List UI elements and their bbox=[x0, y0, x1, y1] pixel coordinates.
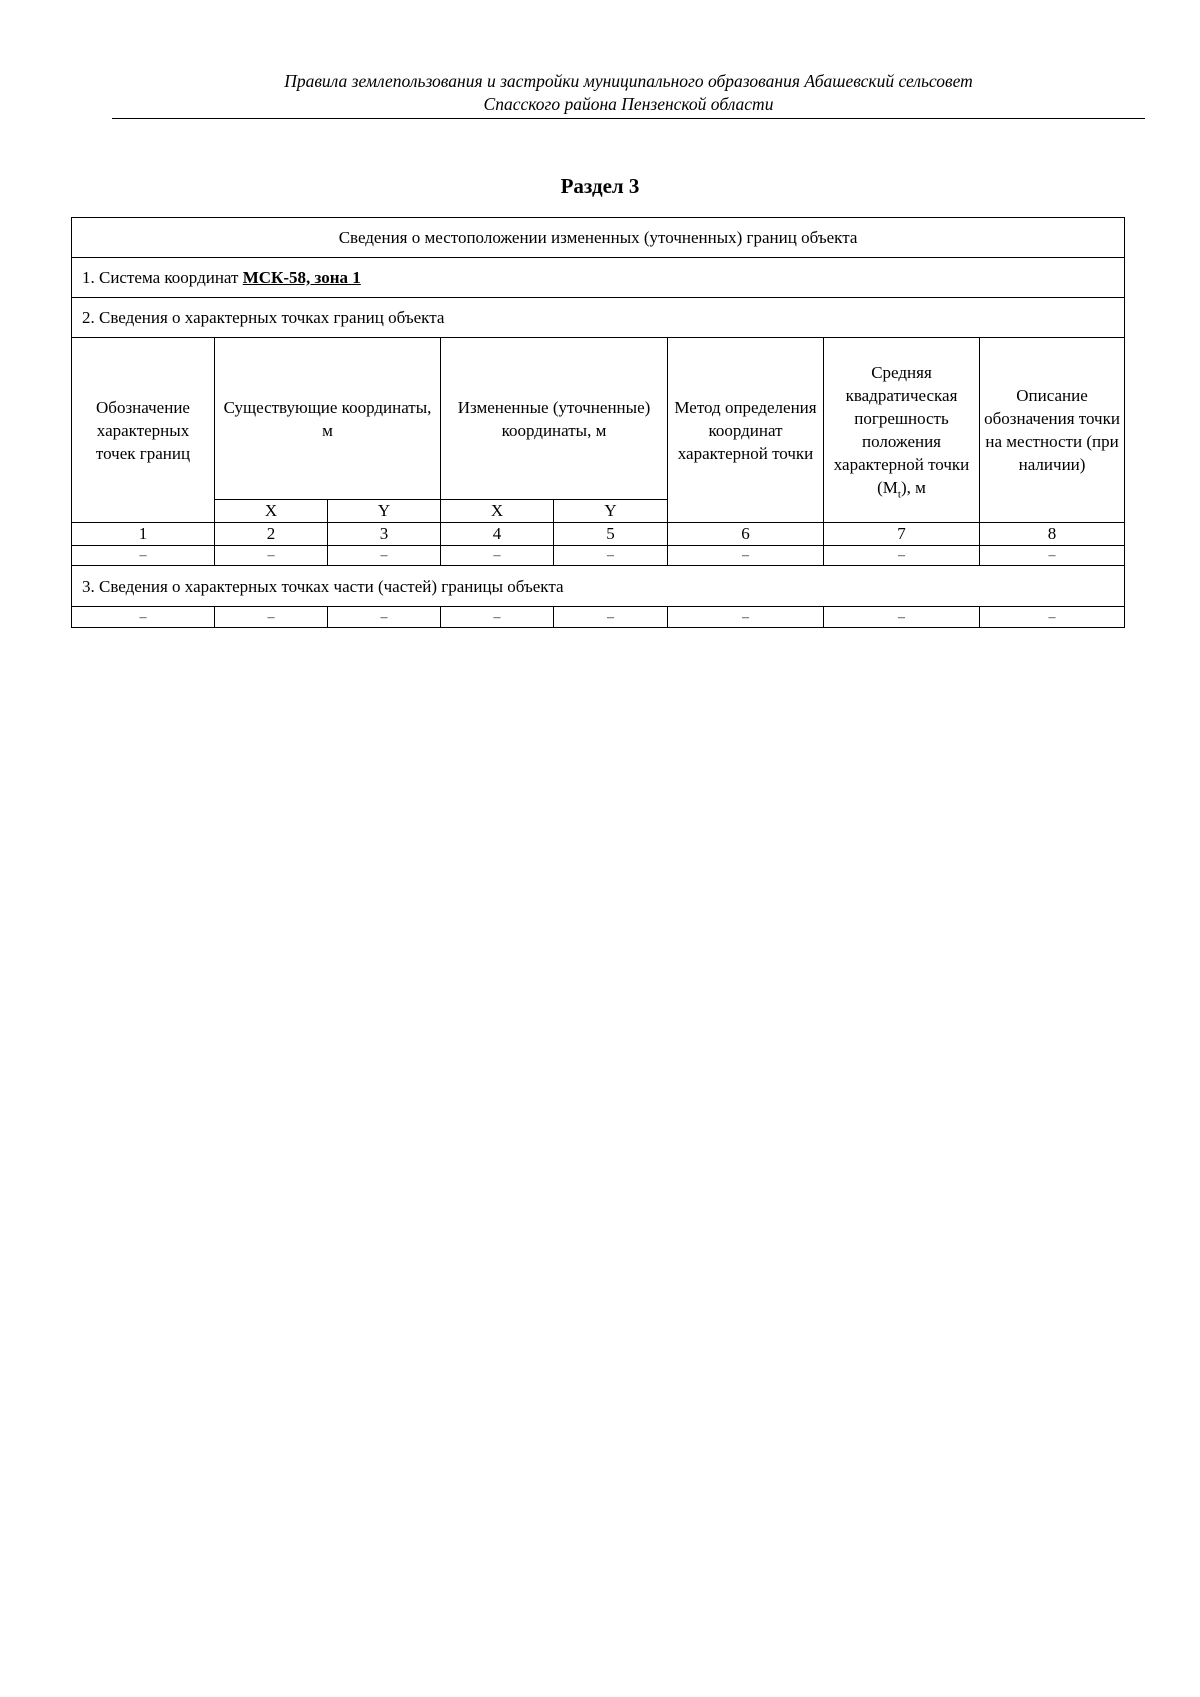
column-number: 1 bbox=[72, 523, 215, 546]
header-point-designation: Обозначение характерных точек границ bbox=[72, 338, 215, 523]
header-line-2: Спасского района Пензенской области bbox=[483, 94, 774, 114]
table-cell: – bbox=[824, 607, 980, 628]
table-cell: – bbox=[215, 607, 328, 628]
table-row bbox=[72, 546, 1125, 566]
section2-label: 2. Сведения о характерных точках границ объекта bbox=[72, 298, 1125, 338]
header-method: Метод определения координат характерной точки bbox=[668, 338, 824, 523]
table-cell: – bbox=[980, 546, 1125, 566]
section-title: Раздел 3 bbox=[560, 174, 640, 198]
table-cell: – bbox=[554, 607, 668, 628]
subheader-existing-x: X bbox=[215, 500, 328, 523]
subheader-changed-y: Y bbox=[554, 500, 668, 523]
table-cell: – bbox=[328, 607, 441, 628]
column-header-row bbox=[72, 338, 1125, 500]
header-existing-coords: Существующие координаты, м bbox=[215, 338, 441, 500]
header-error-suffix: ), м bbox=[900, 478, 926, 497]
table-cell: – bbox=[668, 607, 824, 628]
table-cell: – bbox=[824, 546, 980, 566]
table-cell: – bbox=[215, 546, 328, 566]
subheader-changed-x: X bbox=[441, 500, 554, 523]
table-title-row bbox=[72, 218, 1125, 258]
coord-system-value: МСК-58, зона 1 bbox=[242, 268, 361, 287]
section3-label-row bbox=[72, 566, 1125, 607]
column-number: 6 bbox=[668, 523, 824, 546]
table-cell: – bbox=[328, 546, 441, 566]
header-error-prefix: Средняя квадратическая погрешность положения характерной точки (M bbox=[833, 363, 970, 497]
table-cell: – bbox=[72, 607, 215, 628]
coord-system-cell bbox=[72, 258, 1125, 298]
header-error-subscript: t bbox=[897, 488, 901, 501]
subheader-existing-y: Y bbox=[328, 500, 441, 523]
table-row bbox=[72, 607, 1125, 628]
table-cell: – bbox=[668, 546, 824, 566]
table-title: Сведения о местоположении измененных (уточненных) границ объекта bbox=[72, 218, 1125, 258]
page-header bbox=[112, 70, 1145, 116]
table-cell: – bbox=[72, 546, 215, 566]
column-number: 7 bbox=[824, 523, 980, 546]
header-error bbox=[824, 338, 980, 523]
boundary-table bbox=[71, 217, 1125, 628]
header-divider bbox=[112, 118, 1145, 119]
coord-system-row bbox=[72, 258, 1125, 298]
table-cell: – bbox=[554, 546, 668, 566]
column-number-row bbox=[72, 523, 1125, 546]
section3-label: 3. Сведения о характерных точках части (частей) границы объекта bbox=[72, 566, 1125, 607]
header-changed-coords: Измененные (уточненные) координаты, м bbox=[441, 338, 668, 500]
column-number: 4 bbox=[441, 523, 554, 546]
column-number: 2 bbox=[215, 523, 328, 546]
column-number: 3 bbox=[328, 523, 441, 546]
header-description: Описание обозначения точки на местности (при наличии) bbox=[980, 338, 1125, 523]
coord-system-label: 1. Система координат bbox=[82, 268, 243, 287]
table-cell: – bbox=[441, 607, 554, 628]
column-number: 8 bbox=[980, 523, 1125, 546]
table-cell: – bbox=[980, 607, 1125, 628]
column-number: 5 bbox=[554, 523, 668, 546]
header-line-1: Правила землепользования и застройки муниципального образования Абашевский сельсовет bbox=[284, 71, 973, 91]
table-cell: – bbox=[441, 546, 554, 566]
section2-label-row bbox=[72, 298, 1125, 338]
